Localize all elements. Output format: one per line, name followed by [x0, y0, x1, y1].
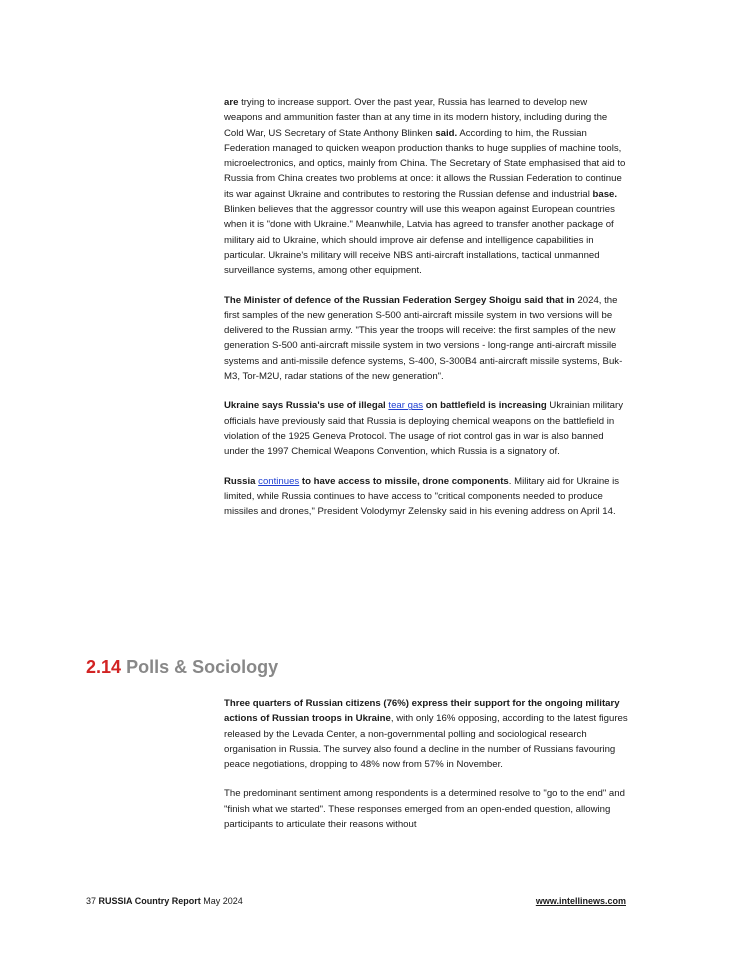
paragraph-shoigu: [224, 293, 628, 385]
bold-text: Ukraine says Russia's use of illegal: [224, 400, 386, 412]
text: Blinken believes that the aggressor country will use this weapon against European countries when it is "done with Ukraine." Meanwhile, Latvia has agreed to transfer another package of military aid to Ukraine, which should improve air defense and intelligence capabilities in particular. Ukraine's military will receive NBS anti-aircraft installations, tactical unmanned surveillance systems, among other equipment.: [224, 204, 615, 277]
text: 2024, the first samples of the new generation S-500 anti-aircraft missile system in two versions will be delivered to the Russian army. "This year the troops will receive: the first samples of the new generation S-500 anti-aircraft missile system in two versions - long-range anti-aircraft missile systems and anti-missile defence systems, S-400, S-300B4 anti-aircraft missile systems, Buk-M3, Tor-M2U, radar stations of the new generation".: [224, 294, 623, 383]
text: trying to increase support. Over the past year, Russia has learned to develop new weapons and ammunition faster than at any time in its modern history, including during the Cold War, US Secretary of State Anthony Blinken: [224, 97, 608, 139]
section-number: 2.14: [86, 657, 122, 677]
bold-text: base.: [592, 188, 618, 200]
bold-text: The Minister of defence of the Russian Federation Sergey Shoigu said that in: [224, 294, 575, 306]
paragraph-levada: [224, 696, 628, 772]
paragraph-blinken: [224, 95, 628, 279]
section-heading: [86, 657, 278, 678]
paragraph-components: [224, 474, 628, 520]
body-text-bottom: [224, 696, 628, 846]
page-footer: [86, 896, 626, 906]
page-number: 37: [86, 896, 97, 906]
footer-url-link[interactable]: www.intellinews.com: [535, 896, 626, 906]
bold-text: Three quarters of Russian citizens (76%) express their support for the ongoing military actions of Russian troops in Ukraine: [224, 698, 620, 725]
body-text-top: [224, 95, 628, 533]
tear-gas-link[interactable]: tear gas: [388, 400, 424, 412]
continues-link[interactable]: continues: [258, 475, 300, 487]
bold-text: are: [224, 97, 239, 108]
text: The predominant sentiment among respondents is a determined resolve to "go to the end" and "finish what we started". These responses emerged from an open-ended question, allowing participants to articulate their reasons without: [224, 788, 625, 831]
text: . Military aid for Ukraine is limited, while Russia continues to have access to "critical components needed to produce missiles and drones," President Volodymyr Zelensky said in his evening address on April 14.: [224, 475, 620, 518]
paragraph-sentiment: [224, 786, 628, 832]
report-date: May 2024: [203, 896, 243, 906]
bold-text: to have access to missile, drone components: [299, 475, 509, 487]
footer-left: [86, 896, 243, 906]
text: Ukrainian military officials have previously said that Russia is deploying chemical weapons on the battlefield in violation of the 1925 Geneva Protocol. The usage of riot control gas in war is also banned under the 1997 Chemical Weapons Convention, which Russia is a signatory of.: [224, 400, 624, 458]
paragraph-tear-gas: [224, 398, 628, 459]
report-name: RUSSIA Country Report: [98, 896, 201, 906]
section-title: Polls & Sociology: [126, 657, 279, 677]
text: According to him, the Russian Federation managed to quicken weapon production thanks to huge supplies of machine tools, microelectronics, and optics, mainly from China. The Secretary of State emphasised that aid to Russia from China creates two problems at once: it allows the Russian Federation to continue its war against Ukraine and contributes to restoring the Russian defense and industrial: [224, 127, 626, 200]
text: , with only 16% opposing, according to the latest figures released by the Levada Center, a non-governmental polling and sociological research organisation in Russia. The survey also found a decline in the number of Russians favouring peace negotiations, dropping to 48% now from 57% in November.: [224, 713, 628, 771]
bold-text: Russia: [224, 475, 256, 487]
bold-text: said.: [435, 127, 458, 139]
bold-text: on battlefield is increasing: [423, 400, 547, 412]
